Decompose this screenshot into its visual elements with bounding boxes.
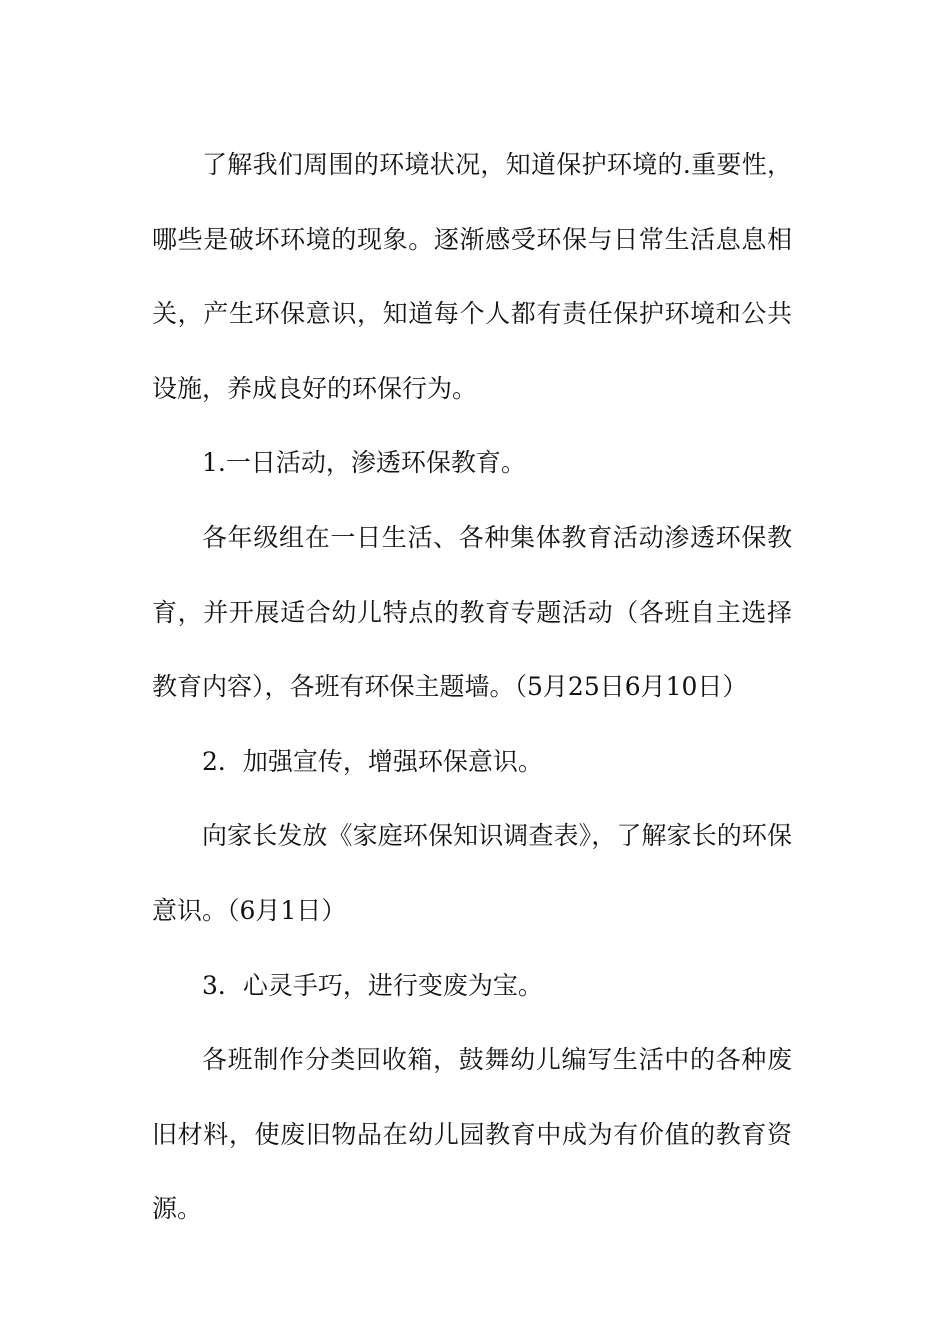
paragraph-item-1: 各年级组在一日生活、各种集体教育活动渗透环保教育，并开展适合幼儿特点的教育专题活动（各班自主选择教育内容），各班有环保主题墙。（5月25日6月10日） [152,522,792,702]
heading-item-3: 3．心灵手巧，进行变废为宝。 [202,970,543,1000]
heading-item-1: 1.一日活动，渗透环保教育。 [202,448,526,478]
document-body [152,128,792,1247]
paragraph-item-2: 向家长发放《家庭环保知识调查表》，了解家长的环保意识。（6月1日） [152,821,792,925]
heading-item-2: 2．加强宣传，增强环保意识。 [202,746,543,776]
paragraph-item-3: 各班制作分类回收箱，鼓舞幼儿编写生活中的各种废旧材料，使废旧物品在幼儿园教育中成为有价值的教育资源。 [152,1045,792,1224]
paragraph-intro: 了解我们周围的环境状况，知道保护环境的.重要性，哪些是破坏环境的现象。逐渐感受环保与日常生活息息相关，产生环保意识，知道每个人都有责任保护环境和公共设施，养成良好的环保行为。 [152,150,792,403]
